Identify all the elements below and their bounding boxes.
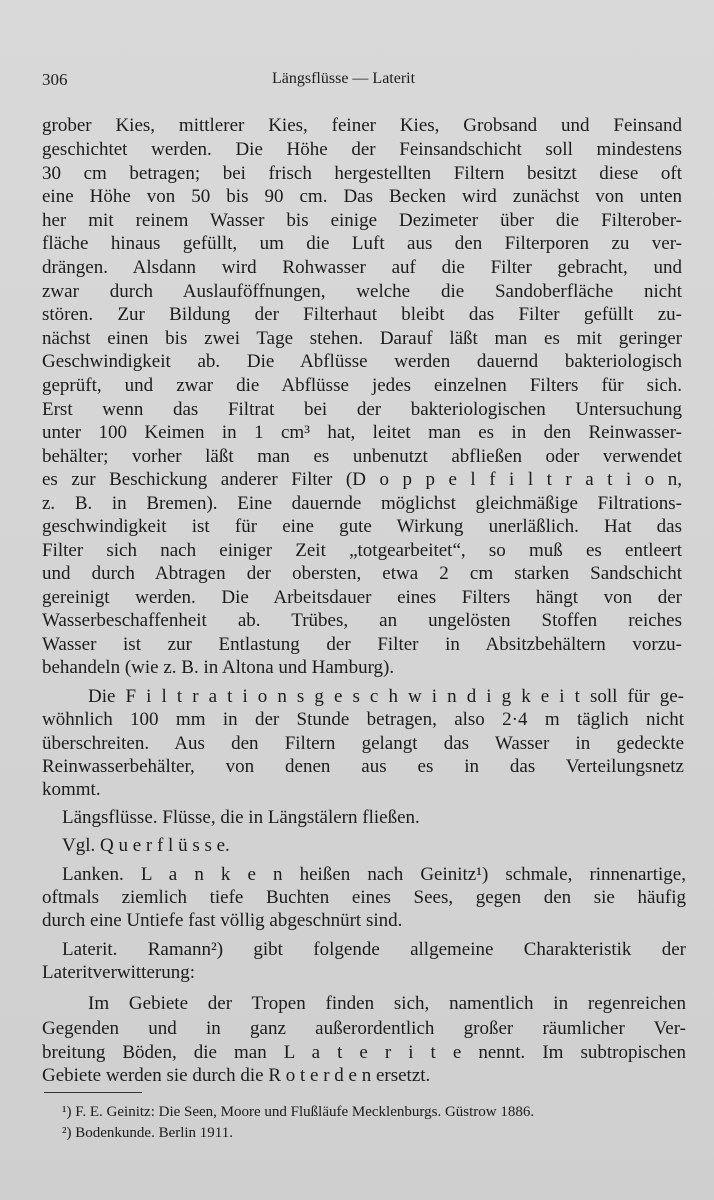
text-line: kommt.	[42, 779, 101, 800]
entry-heading-laengsfluesse: Längsflüsse. Flüsse, die in Längstälern fließen.	[62, 807, 420, 828]
text-line: 30 cm betragen; bei frisch hergestellten Filtern besitzt diese oft	[42, 163, 682, 184]
text-line: z. B. in Bremen). Eine dauernde möglichst gleichmäßige Filtrations-	[42, 493, 682, 514]
text-line: durch eine Untiefe fast völlig abgeschnürt sind.	[42, 910, 403, 931]
text-line: geprüft, und zwar die Abflüsse jedes einzelnen Filters für sich.	[42, 375, 682, 396]
footnote-2: ²) Bodenkunde. Berlin 1911.	[62, 1125, 233, 1141]
text-line: Filter sich nach einiger Zeit „totgearbeitet“, so muß es entleert	[42, 540, 682, 561]
text-line: Reinwasserbehälter, von denen aus es in das Verteilungsnetz	[42, 756, 684, 777]
footnote-1: ¹) F. E. Geinitz: Die Seen, Moore und Flußläufe Mecklenburgs. Güstrow 1886.	[62, 1104, 535, 1120]
running-title: Längsflüsse — Laterit	[272, 70, 416, 87]
text-line: behälter; vorher läßt man es unbenutzt abfließen oder verwendet	[42, 446, 682, 467]
text-line: und durch Abtragen der obersten, etwa 2 cm starken Sandschicht	[42, 563, 682, 584]
page-number: 306	[42, 70, 68, 89]
text-line: geschwindigkeit ist für eine gute Wirkung unerläßlich. Hat das	[42, 516, 682, 537]
text-line: breitung Böden, die man L a t e r i t e nennt. Im subtropischen	[42, 1042, 686, 1063]
text-line: drängen. Alsdann wird Rohwasser auf die Filter gebracht, und	[42, 257, 682, 278]
text-line: wöhnlich 100 mm in der Stunde betragen, also 2·4 m täglich nicht	[42, 709, 684, 730]
text-line: eine Höhe von 50 bis 90 cm. Das Becken wird zunächst von unten	[42, 186, 682, 207]
entry-heading-lanken: Lanken. L a n k e n heißen nach Geinitz¹) schmale, rinnenartige,	[62, 864, 686, 885]
text-line: behandeln (wie z. B. in Altona und Hamburg).	[42, 657, 395, 678]
text-line: Lateritverwitterung:	[42, 962, 195, 983]
page-header	[42, 70, 682, 94]
text-line: Im Gebiete der Tropen finden sich, namentlich in regenreichen	[88, 993, 686, 1014]
text-line: Gegenden und in ganz außerordentlich großer räumlicher Ver-	[42, 1018, 686, 1039]
text-line: zwar durch Auslauföffnungen, welche die Sandoberfläche nicht	[42, 281, 682, 302]
text-line: unter 100 Keimen in 1 cm³ hat, leitet man es in den Reinwasser-	[42, 422, 682, 443]
text-line: her mit reinem Wasser bis einige Dezimeter über die Filterober-	[42, 210, 682, 231]
entry-heading-laterit: Laterit. Ramann²) gibt folgende allgemeine Charakteristik der	[62, 939, 686, 960]
text-line: Geschwindigkeit ab. Die Abflüsse werden dauernd bakteriologisch	[42, 351, 682, 372]
text-line: Vgl. Q u e r f l ü s s e.	[62, 835, 230, 856]
text-line: es zur Beschickung anderer Filter (D o p p e l f i l t r a t i o n,	[42, 469, 682, 490]
text-line: überschreiten. Aus den Filtern gelangt das Wasser in gedeckte	[42, 733, 684, 754]
text-line: gereinigt werden. Die Arbeitsdauer eines Filters hängt von der	[42, 587, 682, 608]
text-line: Erst wenn das Filtrat bei der bakteriologischen Untersuchung	[42, 399, 682, 420]
text-line: Die F i l t r a t i o n s g e s c h w i n d i g k e i t soll für ge-	[88, 686, 684, 707]
text-line: stören. Zur Bildung der Filterhaut bleibt das Filter gefüllt zu-	[42, 304, 682, 325]
text-line: fläche hinaus gefüllt, um die Luft aus den Filterporen zu ver-	[42, 233, 682, 254]
text-line: Wasserbeschaffenheit ab. Trübes, an ungelösten Stoffen reiches	[42, 610, 682, 631]
text-line: nächst einen bis zwei Tage stehen. Darauf läßt man es mit geringer	[42, 328, 682, 349]
text-line: geschichtet werden. Die Höhe der Feinsandschicht soll mindestens	[42, 139, 682, 160]
text-line: Wasser ist zur Entlastung der Filter in Absitzbehältern vorzu-	[42, 634, 682, 655]
text-line: Gebiete werden sie durch die R o t e r d e n ersetzt.	[42, 1065, 431, 1086]
footnote-rule	[44, 1092, 142, 1093]
text-line: grober Kies, mittlerer Kies, feiner Kies, Grobsand und Feinsand	[42, 115, 682, 136]
text-line: oftmals ziemlich tiefe Buchten eines Sees, gegen den sie häufig	[42, 887, 686, 908]
